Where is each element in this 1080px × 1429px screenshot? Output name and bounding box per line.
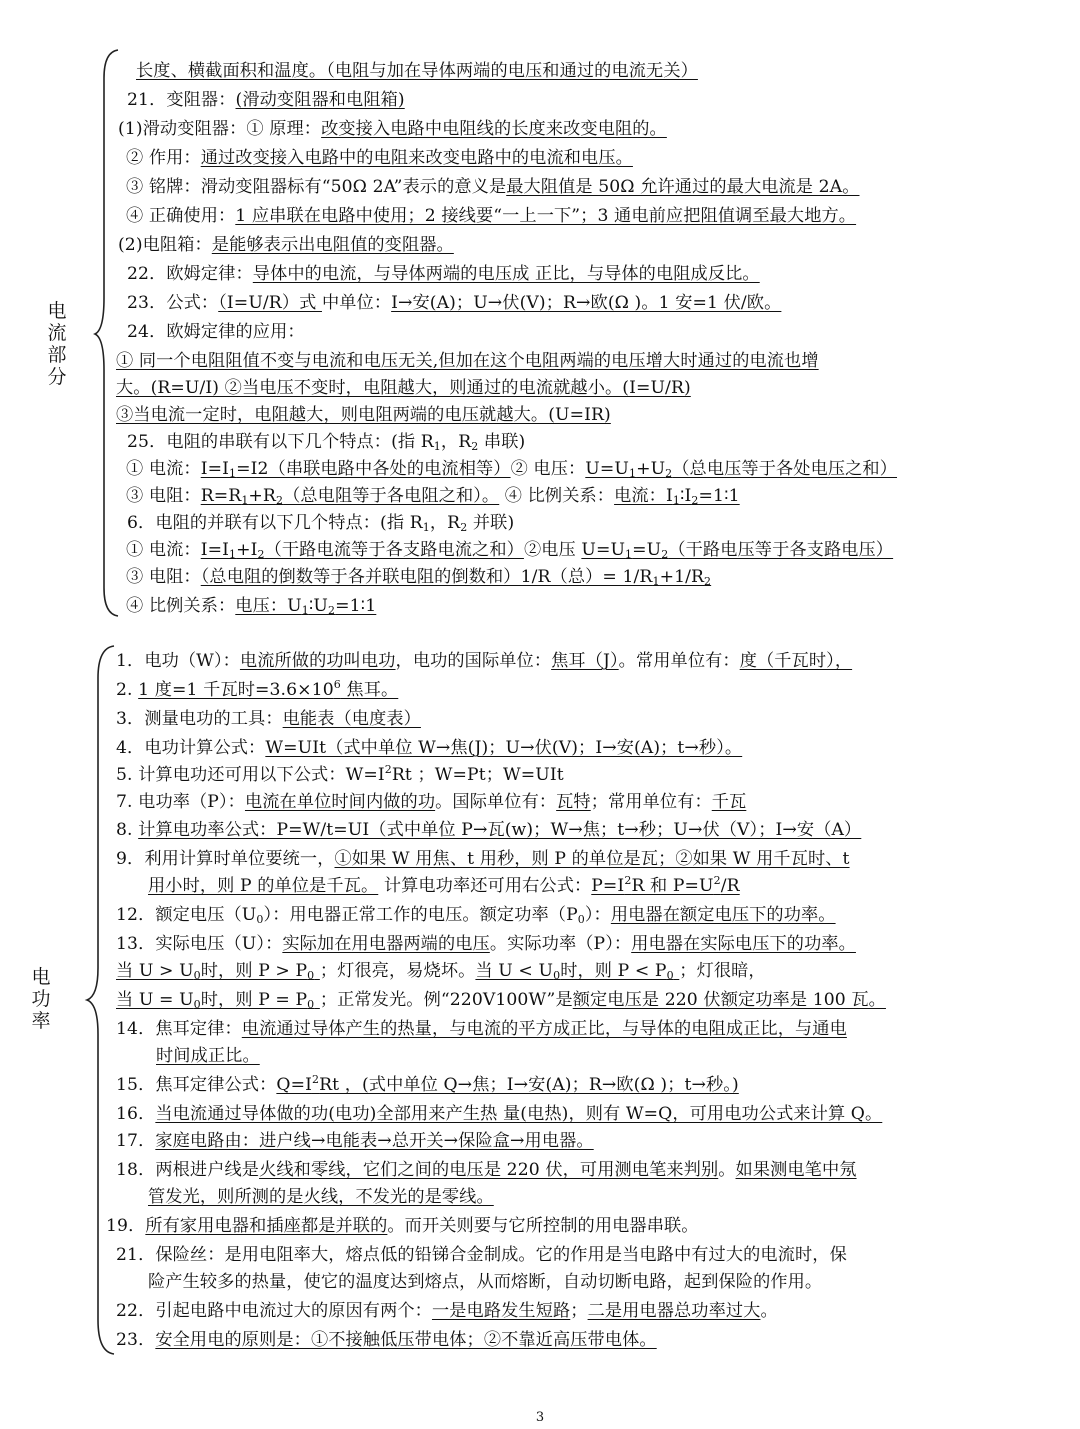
line: (1)滑动变阻器：① 原理：改变接入电路中电阻线的长度来改变电阻的。 <box>118 119 667 139</box>
line: 3．测量电功的工具：电能表（电度表） <box>116 709 421 729</box>
line: ③ 电阻：（总电阻的倒数等于各并联电阻的倒数和）1/R（总）= $1/R_1+1/R_2$ <box>126 567 712 588</box>
line: ① 电流：$I=I_1=I2$（串联电路中各处的电流相等）② 电压：$U=U_1+U_2$（总电压等于各处电压之和） <box>126 459 898 480</box>
line: 险产生较多的热量，使它的温度达到熔点，从而熔断，自动切断电路，起到保险的作用。 <box>148 1272 823 1292</box>
line: (2)电阻箱：是能够表示出电阻值的变阻器。 <box>118 235 454 255</box>
line: 21．变阻器：(滑动变阻器和电阻箱) <box>127 90 405 110</box>
line: 1．电功（W）：电流所做的功叫电功，电功的国际单位：焦耳（J）。常用单位有：度（千瓦时）， <box>116 651 853 671</box>
line: ② 作用：通过改变接入电路中的电阻来改变电路中的电流和电压。 <box>126 148 633 168</box>
line: 时间成正比。 <box>156 1046 260 1066</box>
line: 22．欧姆定律：导体中的电流，与导体两端的电压成 正比，与导体的电阻成反比。 <box>127 264 760 284</box>
line: 17．家庭电路由：进户线→电能表→总开关→保险盒→用电器。 <box>116 1131 594 1151</box>
line: 管发光，则所测的是火线，不发光的是零线。 <box>148 1187 494 1207</box>
line: 15．焦耳定律公式：$Q=I^2Rt$ ，(式中单位 Q→焦；I→安(A)；R→欧(Ω )；t→秒。) <box>116 1073 739 1095</box>
line: ③当电流一定时，电阻越大，则电阻两端的电压就越大。(U=IR) <box>116 405 611 425</box>
line: 9．利用计算时单位要统一，①如果 W 用焦、t 用秒，则 P 的单位是瓦；②如果 W 用千瓦时、t <box>116 849 850 869</box>
line: 23．安全用电的原则是：①不接触低压带电体；②不靠近高压带电体。 <box>116 1330 657 1350</box>
line: 24．欧姆定律的应用： <box>127 322 305 342</box>
line: 18．两根进户线是火线和零线，它们之间的电压是 220 伏，可用测电笔来判别。如果测电笔中氖 <box>116 1160 857 1180</box>
page-number: 3 <box>535 1410 545 1425</box>
line: 大。(R=U/I) ②当电压不变时，电阻越大，则通过的电流就越小。(I=U/R) <box>116 378 691 398</box>
section2-label: 电 功 率 <box>31 966 51 1032</box>
line: 23．公式：（I=U/R）式 中单位：I→安(A)；U→伏(V)；R→欧(Ω )。1 安=1 伏/欧。 <box>127 293 782 313</box>
line: ① 同一个电阻阻值不变与电流和电压无关,但加在这个电阻两端的电压增大时通过的电流也增 <box>116 351 819 371</box>
line: 22．引起电路中电流过大的原因有两个：一是电路发生短路；二是用电器总功率过大。 <box>116 1301 778 1321</box>
section1-label: 电 流 部 分 <box>47 300 67 388</box>
line: 5. 计算电功还可用以下公式：$W=I^2Rt$ ；W=Pt；W=UIt <box>116 763 564 785</box>
line: ① 电流：$I=I_1+I_2$（干路电流等于各支路电流之和）②电压 $U=U_1=U_2$（干路电压等于各支路电压） <box>126 540 894 561</box>
line: ④ 正确使用：1 应串联在电路中使用；2 接线要“一上一下”；3 通电前应把阻值调至最大地方。 <box>126 206 857 226</box>
line: 6．电阻的并联有以下几个特点：(指 $R_1$，$R_2$ 并联) <box>127 513 515 534</box>
line: ④ 比例关系：电压：$U_1∶U_2=1∶1$ <box>126 596 377 617</box>
line: 2. 1 度=1 千瓦时$=3.6\times 10^6$ 焦耳。 <box>116 678 399 700</box>
line: 21．保险丝：是用电阻率大，熔点低的铅锑合金制成。它的作用是当电路中有过大的电流时，保 <box>116 1245 847 1265</box>
line: 长度、横截面积和温度。（电阻与加在导体两端的电压和通过的电流无关） <box>136 61 698 81</box>
line: 13．实际电压（U）：实际加在用电器两端的电压。实际功率（P）：用电器在实际电压下的功率。 <box>116 934 856 954</box>
line: 19．所有家用电器和插座都是并联的。而开关则要与它所控制的用电器串联。 <box>106 1216 699 1236</box>
section2-brace <box>84 644 118 1356</box>
line: 25．电阻的串联有以下几个特点：(指 $R_1$，$R_2$ 串联) <box>127 432 526 453</box>
line: 12．额定电压$(U_0)$：用电器正常工作的电压。额定功率$(P_0)$：用电器在额定电压下的功率。 <box>116 905 836 926</box>
line: 7. 电功率（P）：电流在单位时间内做的功。国际单位有：瓦特；常用单位有：千瓦 <box>116 792 747 812</box>
line: 用小时，则 P 的单位是千瓦。 计算电功率还可用右公式：$P=I^2R$ 和 $P=U^2/R$ <box>148 874 740 896</box>
line: 8. 计算电功率公式：P=W/t=UI（式中单位 P→瓦(w)；W→焦；t→秒；U→伏（V）；I→安（A） <box>116 820 862 840</box>
line: 4．电功计算公式：W=UIt（式中单位 W→焦(J)；U→伏(V)；I→安(A)；t→秒）。 <box>116 738 743 758</box>
line: 16．当电流通过导体做的功(电功)全部用来产生热 量(电热)，则有 W=Q，可用电功公式来计算 Q。 <box>116 1104 883 1124</box>
line: 当 $U = U_0$时，则 $P = P_0$ ；正常发光。例“220V100W”是额定电压是 220 伏额定功率是 100 瓦。 <box>116 990 886 1011</box>
line: ③ 电阻：$R=R_1+R_2$（总电阻等于各电阻之和）。 ④ 比例关系：电流：$I_1∶I_2=1∶1$ <box>126 486 740 507</box>
line: 14．焦耳定律：电流通过导体产生的热量，与电流的平方成正比，与导体的电阻成正比，与通电 <box>116 1019 847 1039</box>
line: 当 $U > U_0$时，则 $P > P_0$ ；灯很亮，易烧坏。当 $U < U_0$时，则 $P < P_0$ ；灯很暗， <box>116 961 766 982</box>
line: ③ 铭牌：滑动变阻器标有“50Ω 2A”表示的意义是最大阻值是 50Ω 允许通过的最大电流是 2A。 <box>126 177 860 197</box>
